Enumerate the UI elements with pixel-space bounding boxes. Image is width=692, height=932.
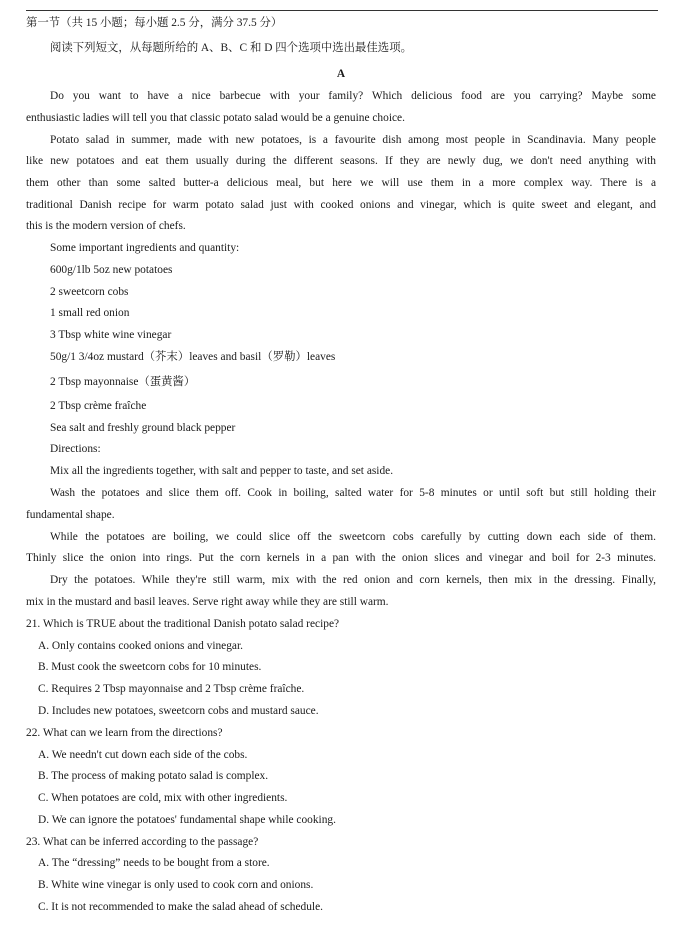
direction-line: Dry the potatoes. While they're still warm, mix with the red onion and corn kernels, then mix in the dressing. Finally, (50, 574, 656, 586)
directions-heading: Directions: (50, 443, 101, 455)
ingredient-item: Sea salt and freshly ground black pepper (50, 422, 236, 434)
instruction: 阅读下列短文，从每题所给的 A、B、C 和 D 四个选项中选出最佳选项。 (50, 42, 412, 54)
section-header: 第一节（共 15 小题；每小题 2.5 分，满分 37.5 分） (26, 17, 283, 29)
question-stem: 23. What can be inferred according to the passage? (26, 836, 259, 848)
answer-option: C. It is not recommended to make the salad ahead of schedule. (38, 901, 323, 913)
direction-line: fundamental shape. (26, 509, 115, 521)
direction-line: Thinly slice the onion into rings. Put the corn kernels in a pan with the onion slices and vinegar and boil for 2-3 minutes. (26, 552, 656, 564)
direction-line: Wash the potatoes and slice them off. Cook in boiling, salted water for 5-8 minutes or until soft but still holding their (50, 487, 656, 499)
passage-label: A (336, 68, 346, 80)
ingredient-item: 2 Tbsp mayonnaise（蛋黄酱） (50, 376, 196, 388)
direction-line: While the potatoes are boiling, we could slice off the sweetcorn cobs carefully by cutting down each side of them. (50, 531, 656, 543)
passage-line: them other than some salted butter-a delicious meal, but here we will use them in a more complex way. There is a (26, 177, 656, 189)
top-rule (26, 10, 658, 11)
answer-option: C. When potatoes are cold, mix with other ingredients. (38, 792, 288, 804)
answer-option: B. The process of making potato salad is complex. (38, 770, 269, 782)
passage-line: Potato salad in summer, made with new potatoes, is a favourite dish among most people in Scandinavia. Many people (50, 134, 656, 146)
direction-line: Mix all the ingredients together, with salt and pepper to taste, and set aside. (50, 465, 394, 477)
answer-option: B. Must cook the sweetcorn cobs for 10 minutes. (38, 661, 262, 673)
passage-line: traditional Danish recipe for warm potato salad just with cooked onions and vinegar, which is quite sweet and elegant, and (26, 199, 656, 211)
answer-option: A. Only contains cooked onions and vinegar. (38, 640, 243, 652)
passage-line: Do you want to have a nice barbecue with your family? Which delicious food are you carrying? Maybe some (50, 90, 656, 102)
answer-option: A. The “dressing” needs to be bought from a store. (38, 857, 270, 869)
answer-option: D. We can ignore the potatoes' fundamental shape while cooking. (38, 814, 336, 826)
passage-line: this is the modern version of chefs. (26, 220, 186, 232)
ingredient-item: 2 sweetcorn cobs (50, 286, 129, 298)
answer-option: A. We needn't cut down each side of the cobs. (38, 749, 248, 761)
ingredient-item: 3 Tbsp white wine vinegar (50, 329, 172, 341)
question-stem: 22. What can we learn from the directions? (26, 727, 223, 739)
passage-line: like new potatoes and eat them usually during the different seasons. If they are newly dug, we don't need anything with (26, 155, 656, 167)
answer-option: B. White wine vinegar is only used to cook corn and onions. (38, 879, 314, 891)
ingredient-item: 1 small red onion (50, 307, 130, 319)
ingredient-item: 50g/1 3/4oz mustard（芥末）leaves and basil（罗勒）leaves (50, 351, 336, 363)
ingredients-heading: Some important ingredients and quantity: (50, 242, 240, 254)
question-stem: 21. Which is TRUE about the traditional Danish potato salad recipe? (26, 618, 340, 630)
ingredient-item: 600g/1lb 5oz new potatoes (50, 264, 173, 276)
direction-line: mix in the mustard and basil leaves. Serve right away while they are still warm. (26, 596, 389, 608)
passage-line: enthusiastic ladies will tell you that classic potato salad would be a genuine choice. (26, 112, 405, 124)
answer-option: C. Requires 2 Tbsp mayonnaise and 2 Tbsp crème fraîche. (38, 683, 305, 695)
answer-option: D. Includes new potatoes, sweetcorn cobs and mustard sauce. (38, 705, 319, 717)
ingredient-item: 2 Tbsp crème fraîche (50, 400, 147, 412)
